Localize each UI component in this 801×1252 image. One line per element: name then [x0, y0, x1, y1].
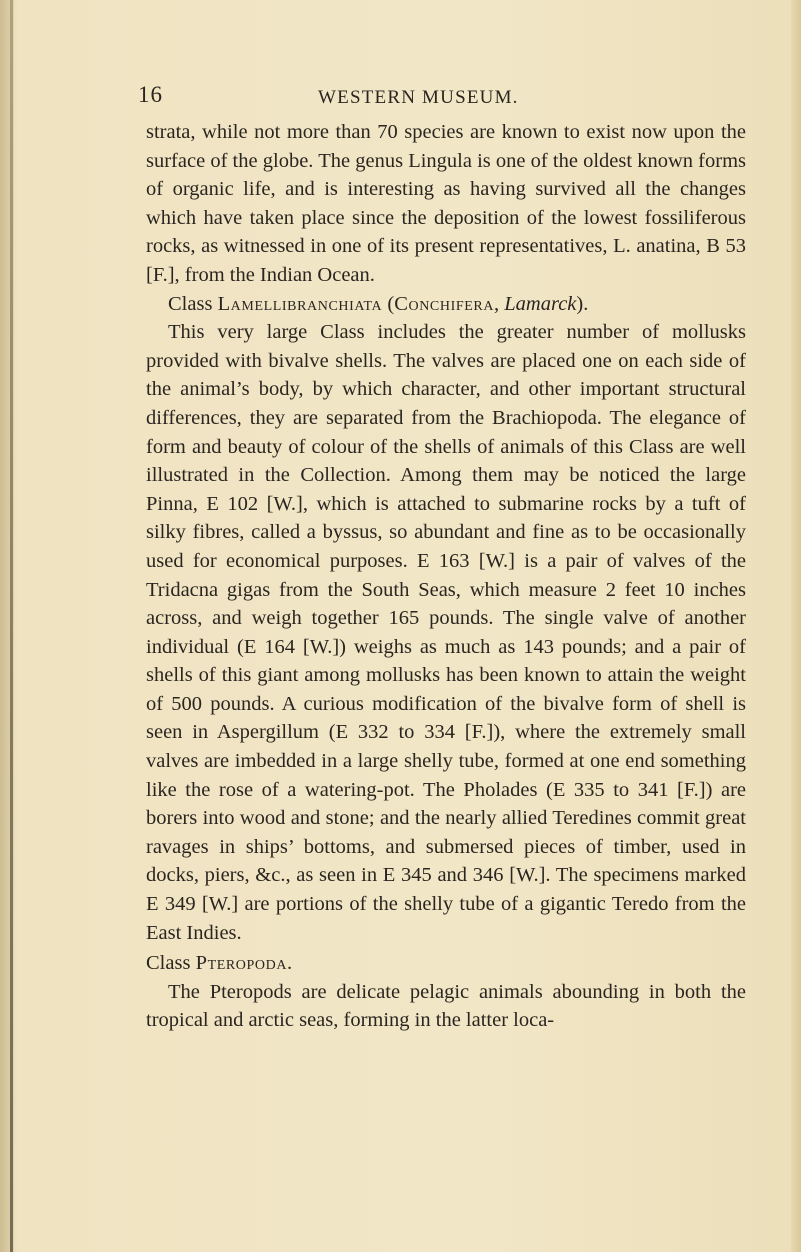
class-word: Class	[146, 952, 191, 975]
class-author: Lamarck	[504, 292, 577, 315]
class-heading-pteropoda	[146, 949, 746, 978]
class-name: Lamellibranchiata	[217, 292, 383, 315]
page-number: 16	[138, 82, 163, 107]
paragraph-lamellibranchiata: This very large Class includes the greater number of mollusks provided with bivalve shells. The valves are placed one on each side of the animal’s body, by which character, and other important structural differences, they are separated from the Brachiopoda. The elegance of form and beauty of colour of the shells of animals of this Class are well illustrated in the Collection. Among them may be noticed the large Pinna, E 102 [W.], which is attached to submarine rocks by a tuft of silky fibres, called a byssus, so abundant and fine as to be occasionally used for economical purposes. E 163 [W.] is a pair of valves of the Tridacna gigas from the South Seas, which measure 2 feet 10 inches across, and weigh together 165 pounds. The single valve of another individual (E 164 [W.]) weighs as much as 143 pounds; and a pair of shells of this giant among mollusks has been known to attain the weight of 500 pounds. A curious modification of the bivalve form of shell is seen in Aspergillum (E 332 to 334 [F.]), where the extremely small valves are imbedded in a large shelly tube, formed at one end something like the rose of a watering-pot. The Pholades (E 335 to 341 [F.]) are borers into wood and stone; and the nearly allied Teredines commit great ravages in ships’ bottoms, and submersed pieces of timber, used in docks, piers, &c., as seen in E 345 and 346 [W.]. The specimens marked E 349 [W.] are portions of the shelly tube of a gigantic Teredo from the East Indies.	[146, 321, 746, 944]
binding-shadow-line	[10, 0, 13, 1252]
class-word: Class	[168, 292, 213, 315]
page-body	[146, 118, 746, 1035]
class-name: Pteropoda.	[195, 952, 293, 975]
class-alt-name: Conchifera	[394, 292, 495, 315]
paren-open: (	[382, 292, 395, 315]
paragraph-pteropoda: The Pteropods are delicate pelagic animals abounding in both the tropical and arctic seas, forming in the latter loca-	[146, 980, 746, 1032]
class-heading-lamellibranchiata	[146, 290, 746, 319]
paragraph-lingula: strata, while not more than 70 species are known to exist now upon the surface of the globe. The genus Lingula is one of the oldest known forms of organic life, and is interesting as having survived all the changes which have taken place since the deposition of the lowest fossiliferous rocks, as witnessed in one of its present representatives, L. anatina, B 53 [F.], from the Indian Ocean.	[146, 121, 746, 286]
page-right-edge	[791, 0, 801, 1252]
paren-close: ).	[576, 292, 589, 315]
separator: ,	[494, 292, 505, 315]
running-title: WESTERN MUSEUM.	[318, 87, 519, 108]
